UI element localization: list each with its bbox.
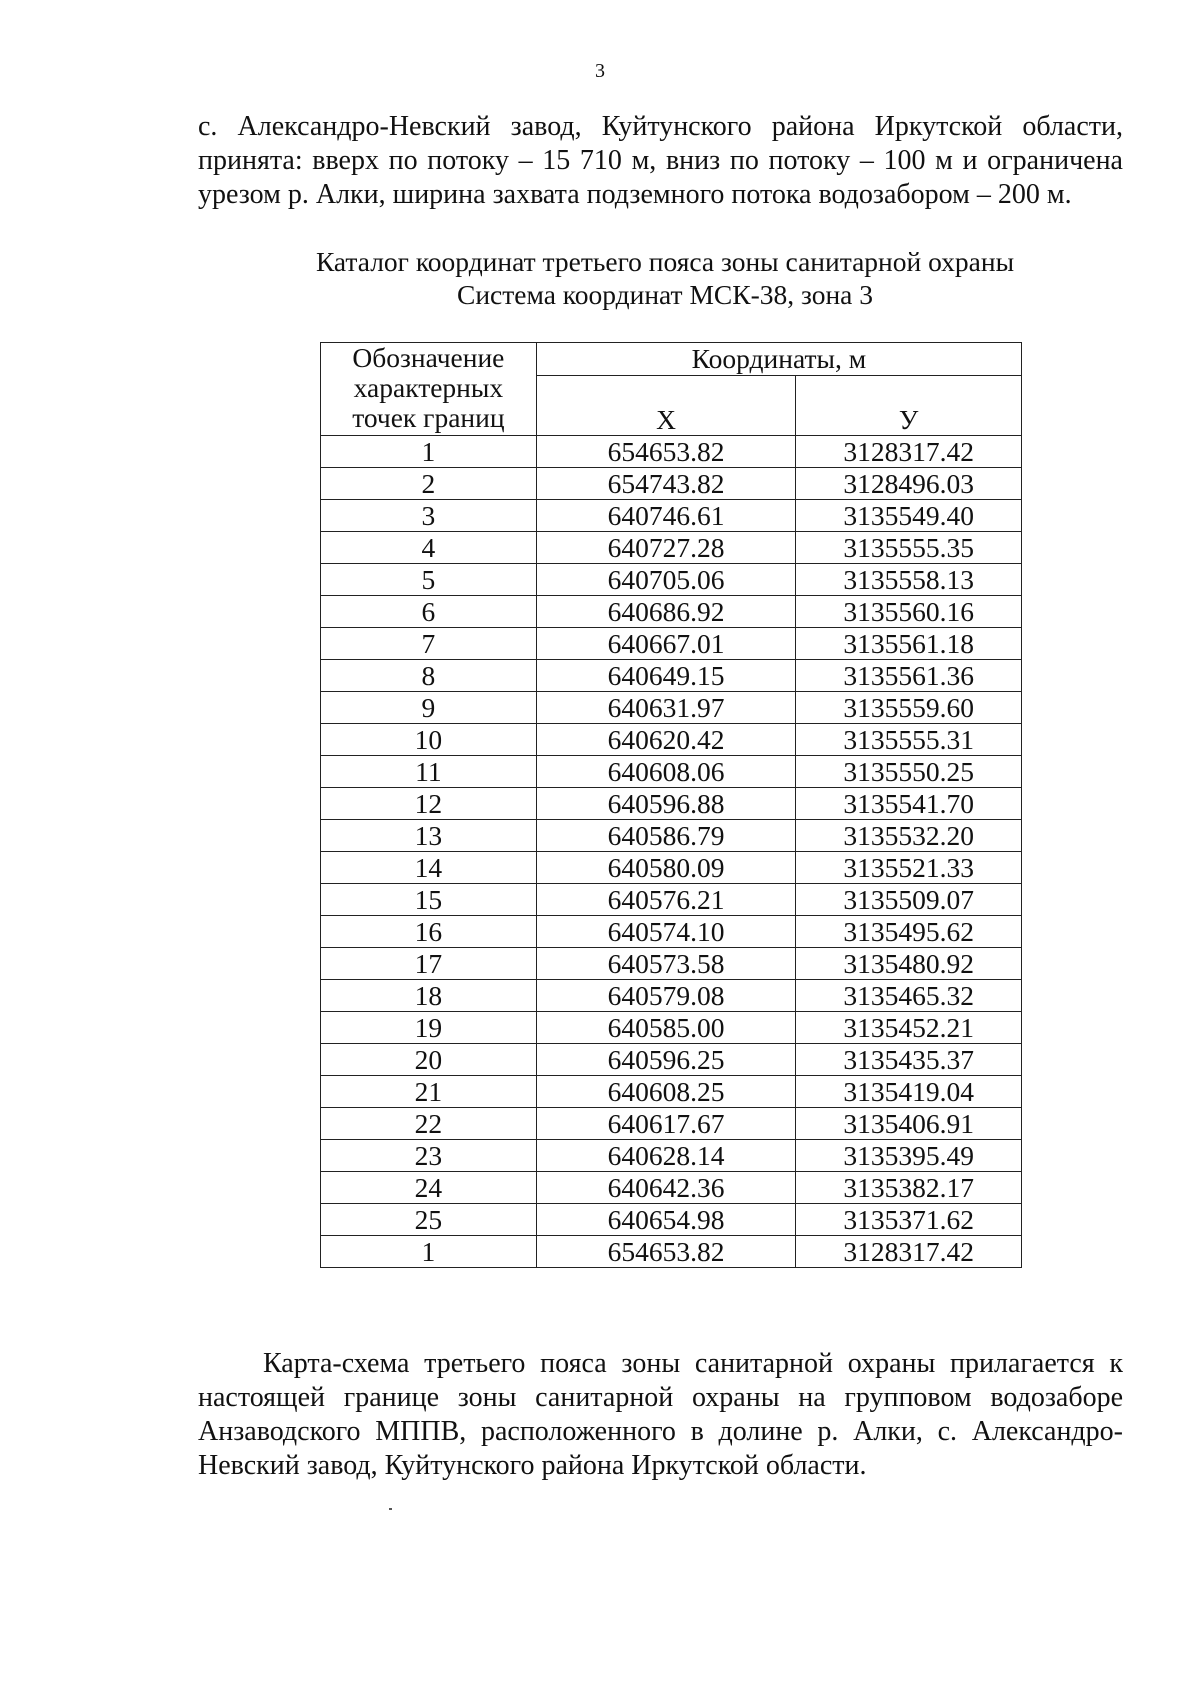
y-coordinate-cell: 3135509.07: [796, 884, 1022, 916]
table-row: [321, 980, 1022, 1012]
x-coordinate-cell: 640596.25: [536, 1044, 796, 1076]
table-row: [321, 500, 1022, 532]
x-coordinate-cell: 640576.21: [536, 884, 796, 916]
table-row: [321, 1140, 1022, 1172]
x-coordinate-cell: 640596.88: [536, 788, 796, 820]
table-row: [321, 468, 1022, 500]
coordinates-table: [320, 342, 1022, 1268]
table-caption-subtitle: Система координат МСК-38, зона 3: [457, 279, 873, 310]
x-coordinate-cell: 640620.42: [536, 724, 796, 756]
table-row: [321, 532, 1022, 564]
scan-speck: [389, 1508, 392, 1510]
x-coordinate-cell: 640585.00: [536, 1012, 796, 1044]
point-number-cell: 16: [321, 916, 537, 948]
point-number-cell: 21: [321, 1076, 537, 1108]
point-number-cell: 22: [321, 1108, 537, 1140]
table-row: [321, 1044, 1022, 1076]
x-coordinate-cell: 640727.28: [536, 532, 796, 564]
y-coordinate-cell: 3135480.92: [796, 948, 1022, 980]
table-row: [321, 852, 1022, 884]
table-row: [321, 564, 1022, 596]
x-coordinate-cell: 640608.06: [536, 756, 796, 788]
coordinates-table-body: [321, 436, 1022, 1268]
point-number-cell: 17: [321, 948, 537, 980]
point-number-cell: 15: [321, 884, 537, 916]
table-row: [321, 724, 1022, 756]
x-coordinate-cell: 640667.01: [536, 628, 796, 660]
point-number-cell: 12: [321, 788, 537, 820]
table-row: [321, 756, 1022, 788]
x-coordinate-cell: 640617.67: [536, 1108, 796, 1140]
y-coordinate-cell: 3128496.03: [796, 468, 1022, 500]
point-number-cell: 3: [321, 500, 537, 532]
y-coordinate-cell: 3135559.60: [796, 692, 1022, 724]
y-coordinate-cell: 3135495.62: [796, 916, 1022, 948]
table-row: [321, 692, 1022, 724]
point-number-cell: 2: [321, 468, 537, 500]
x-coordinate-cell: 640586.79: [536, 820, 796, 852]
point-number-cell: 20: [321, 1044, 537, 1076]
table-row: [321, 820, 1022, 852]
x-coordinate-cell: 640580.09: [536, 852, 796, 884]
x-coordinate-cell: 640642.36: [536, 1172, 796, 1204]
y-coordinate-cell: 3135555.31: [796, 724, 1022, 756]
y-coordinate-cell: 3135558.13: [796, 564, 1022, 596]
point-number-cell: 10: [321, 724, 537, 756]
x-coordinate-cell: 640608.25: [536, 1076, 796, 1108]
y-coordinate-cell: 3135521.33: [796, 852, 1022, 884]
x-coordinate-cell: 640631.97: [536, 692, 796, 724]
table-row: [321, 1076, 1022, 1108]
x-coordinate-cell: 640573.58: [536, 948, 796, 980]
y-coordinate-cell: 3135382.17: [796, 1172, 1022, 1204]
y-coordinate-cell: 3135371.62: [796, 1204, 1022, 1236]
point-number-cell: 25: [321, 1204, 537, 1236]
y-coordinate-cell: 3135406.91: [796, 1108, 1022, 1140]
intro-paragraph: с. Александро-Невский завод, Куйтунского района Иркутской области, принята: вверх по потоку – 15 710 м, вниз по потоку – 100 м и ограничена урезом р. Алки, ширина захвата подземного потока водозабором – 200 м.: [198, 111, 1123, 210]
table-caption-title: Каталог координат третьего пояса зоны санитарной охраны: [315, 246, 1015, 277]
page-number: 3: [595, 60, 605, 82]
point-number-cell: 6: [321, 596, 537, 628]
x-coordinate-cell: 654743.82: [536, 468, 796, 500]
y-coordinate-cell: 3135395.49: [796, 1140, 1022, 1172]
header-y: У: [796, 375, 1022, 435]
table-row: [321, 1108, 1022, 1140]
table-row: [321, 596, 1022, 628]
x-coordinate-cell: 654653.82: [536, 436, 796, 468]
point-number-cell: 1: [321, 1236, 537, 1268]
point-number-cell: 23: [321, 1140, 537, 1172]
x-coordinate-cell: 640746.61: [536, 500, 796, 532]
table-row: [321, 436, 1022, 468]
x-coordinate-cell: 640686.92: [536, 596, 796, 628]
y-coordinate-cell: 3135452.21: [796, 1012, 1022, 1044]
x-coordinate-cell: 640654.98: [536, 1204, 796, 1236]
x-coordinate-cell: 640574.10: [536, 916, 796, 948]
point-number-cell: 1: [321, 436, 537, 468]
y-coordinate-cell: 3135465.32: [796, 980, 1022, 1012]
header-points: Обозначение характерных точек границ: [321, 343, 537, 436]
y-coordinate-cell: 3135541.70: [796, 788, 1022, 820]
table-row: [321, 1236, 1022, 1268]
x-coordinate-cell: 640628.14: [536, 1140, 796, 1172]
header-coordinates: Координаты, м: [536, 343, 1021, 376]
point-number-cell: 4: [321, 532, 537, 564]
table-row: [321, 660, 1022, 692]
y-coordinate-cell: 3135549.40: [796, 500, 1022, 532]
x-coordinate-cell: 640579.08: [536, 980, 796, 1012]
point-number-cell: 24: [321, 1172, 537, 1204]
point-number-cell: 9: [321, 692, 537, 724]
y-coordinate-cell: 3135532.20: [796, 820, 1022, 852]
table-row: [321, 916, 1022, 948]
y-coordinate-cell: 3135419.04: [796, 1076, 1022, 1108]
table-row: [321, 884, 1022, 916]
y-coordinate-cell: 3135561.18: [796, 628, 1022, 660]
x-coordinate-cell: 640649.15: [536, 660, 796, 692]
y-coordinate-cell: 3135555.35: [796, 532, 1022, 564]
header-x: X: [536, 375, 796, 435]
point-number-cell: 8: [321, 660, 537, 692]
y-coordinate-cell: 3135560.16: [796, 596, 1022, 628]
point-number-cell: 5: [321, 564, 537, 596]
y-coordinate-cell: 3128317.42: [796, 1236, 1022, 1268]
table-row: [321, 948, 1022, 980]
y-coordinate-cell: 3135550.25: [796, 756, 1022, 788]
point-number-cell: 14: [321, 852, 537, 884]
x-coordinate-cell: 640705.06: [536, 564, 796, 596]
table-row: [321, 1012, 1022, 1044]
y-coordinate-cell: 3135561.36: [796, 660, 1022, 692]
table-row: [321, 788, 1022, 820]
x-coordinate-cell: 654653.82: [536, 1236, 796, 1268]
point-number-cell: 19: [321, 1012, 537, 1044]
point-number-cell: 18: [321, 980, 537, 1012]
closing-paragraph: Карта-схема третьего пояса зоны санитарной охраны прилагается к настоящей границе зоны санитарной охраны на групповом водозаборе Анзаводского МППВ, расположенного в долине р. Алки, с. Александро-Невский завод, Куйтунского района Иркутской области.: [198, 1348, 1123, 1481]
table-row: [321, 1172, 1022, 1204]
point-number-cell: 13: [321, 820, 537, 852]
y-coordinate-cell: 3135435.37: [796, 1044, 1022, 1076]
point-number-cell: 11: [321, 756, 537, 788]
point-number-cell: 7: [321, 628, 537, 660]
y-coordinate-cell: 3128317.42: [796, 436, 1022, 468]
table-row: [321, 628, 1022, 660]
table-row: [321, 1204, 1022, 1236]
